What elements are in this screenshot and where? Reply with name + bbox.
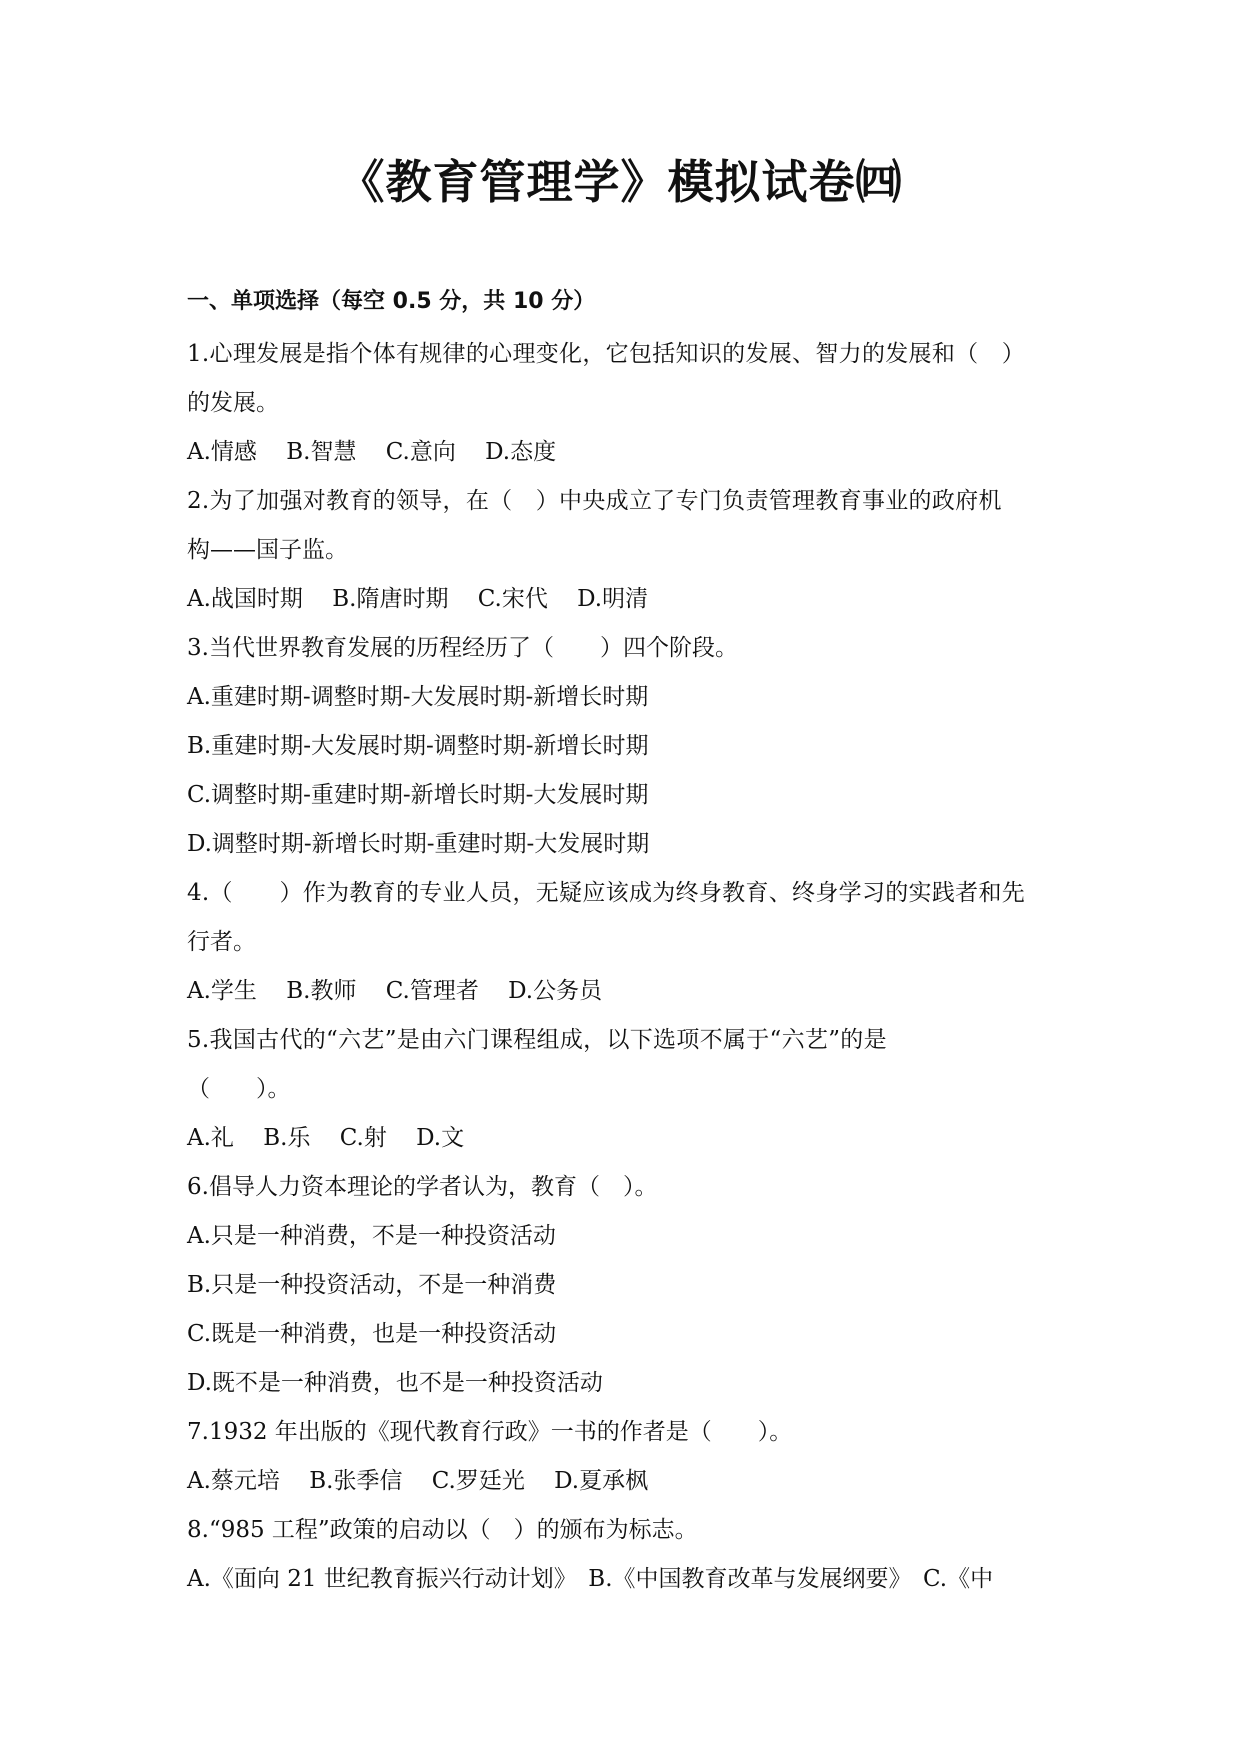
option-d: D.夏承枫 <box>554 1468 649 1494</box>
question-5 <box>187 1016 1077 1163</box>
option-c: C.既是一种消费，也是一种投资活动 <box>187 1321 557 1347</box>
option-d: D.既不是一种消费，也不是一种投资活动 <box>187 1370 603 1396</box>
question-stem: 1.心理发展是指个体有规律的心理变化，它包括知识的发展、智力的发展和（ ） <box>187 341 1026 367</box>
options-row <box>187 967 1077 1016</box>
question-stem: 4.（ ）作为教育的专业人员，无疑应该成为终身教育、终身学习的实践者和先 <box>187 880 1026 906</box>
option-d: D.态度 <box>485 439 557 465</box>
question-6 <box>187 1163 1077 1408</box>
option-b: B.只是一种投资活动，不是一种消费 <box>187 1272 557 1298</box>
option-a: A.战国时期 <box>187 586 303 612</box>
question-8 <box>187 1506 1077 1604</box>
option-b: B.张季信 <box>309 1468 403 1494</box>
question-stem: 7.1932 年出版的《现代教育行政》一书的作者是（ ）。 <box>187 1419 793 1445</box>
section-heading: 一、单项选择（每空 0.5 分，共 10 分） <box>187 289 596 314</box>
options-row <box>187 1114 1077 1163</box>
question-stem: 2.为了加强对教育的领导，在（ ）中央成立了专门负责管理教育事业的政府机 <box>187 488 1002 514</box>
option-b: B.教师 <box>286 978 357 1004</box>
option-b: B.乐 <box>263 1125 311 1151</box>
option-c: C.调整时期-重建时期-新增长时期-大发展时期 <box>187 782 649 808</box>
option-a: A.情感 <box>187 439 257 465</box>
option-d: D.公务员 <box>508 978 603 1004</box>
question-stem: 8.“985 工程”政策的启动以（ ）的颁布为标志。 <box>187 1517 698 1543</box>
option-d: D.文 <box>416 1125 465 1151</box>
question-stem: 5.我国古代的“六艺”是由六门课程组成，以下选项不属于“六艺”的是 <box>187 1027 887 1053</box>
option-b: B.智慧 <box>286 439 357 465</box>
option-a: A.重建时期-调整时期-大发展时期-新增长时期 <box>187 684 649 710</box>
options-row <box>187 428 1077 477</box>
question-4 <box>187 869 1077 1016</box>
exam-content <box>187 286 1077 1604</box>
option-d: D.明清 <box>577 586 649 612</box>
option-a: A.只是一种消费，不是一种投资活动 <box>187 1223 556 1249</box>
options-row <box>187 575 1077 624</box>
question-stem: 构——国子监。 <box>187 537 348 563</box>
option-a: A.学生 <box>187 978 257 1004</box>
question-7 <box>187 1408 1077 1506</box>
option-a: A.礼 <box>187 1125 234 1151</box>
option-c: C.罗廷光 <box>431 1468 525 1494</box>
document-title: 《教育管理学》模拟试卷㈣ <box>338 155 903 209</box>
question-stem: （ ）。 <box>187 1076 291 1102</box>
option-c: C.管理者 <box>385 978 479 1004</box>
options-row <box>187 1457 1077 1506</box>
option-c: C.宋代 <box>477 586 548 612</box>
option-c: C.意向 <box>385 439 456 465</box>
question-3 <box>187 624 1077 869</box>
option-b: B.重建时期-大发展时期-调整时期-新增长时期 <box>187 733 649 759</box>
question-2 <box>187 477 1077 624</box>
option-c: C.射 <box>339 1125 387 1151</box>
option-a: A.蔡元培 <box>187 1468 280 1494</box>
question-stem: 6.倡导人力资本理论的学者认为，教育（ ）。 <box>187 1174 658 1200</box>
question-stem: 3.当代世界教育发展的历程经历了（ ）四个阶段。 <box>187 635 738 661</box>
question-stem: 行者。 <box>187 929 256 955</box>
option-d: D.调整时期-新增长时期-重建时期-大发展时期 <box>187 831 650 857</box>
question-stem: 的发展。 <box>187 390 279 416</box>
option-b: B.隋唐时期 <box>332 586 449 612</box>
question-1 <box>187 330 1077 477</box>
options-row: A.《面向 21 世纪教育振兴行动计划》 B.《中国教育改革与发展纲要》 C.《中 <box>187 1566 994 1592</box>
